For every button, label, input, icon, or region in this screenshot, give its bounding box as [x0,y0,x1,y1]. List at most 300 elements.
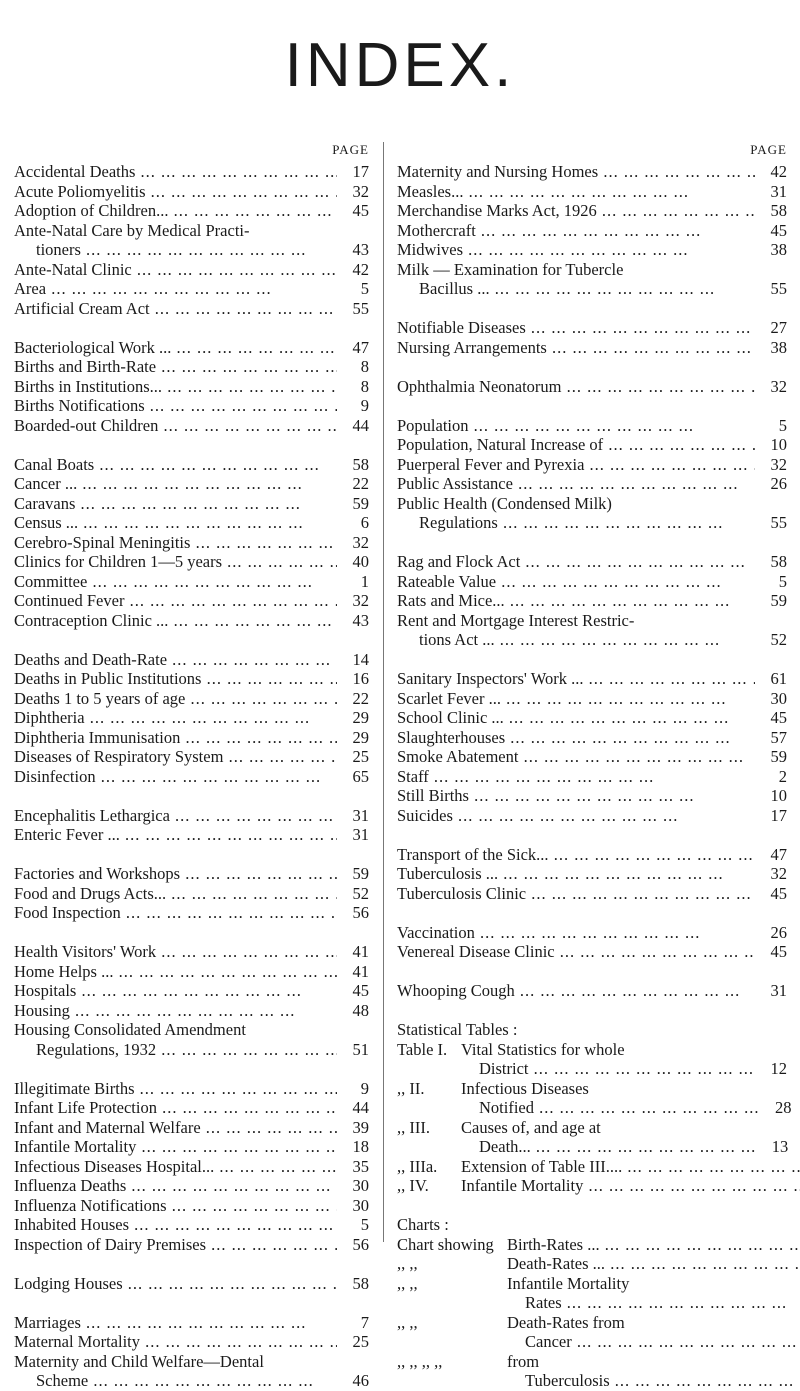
section-gap [397,357,787,377]
index-entry [397,435,787,455]
index-entry-term: Births Notifications ... [14,396,337,416]
table-entry-line [507,1371,800,1391]
index-entry-continuation [397,630,787,650]
index-entry [14,416,369,436]
table-entry [397,1040,787,1079]
table-entry [397,1235,787,1255]
index-entry [14,1001,369,1021]
table-entry-label: ,, ,, [397,1254,418,1273]
index-entry [14,669,369,689]
table-entry-description [461,1118,788,1157]
index-entry-page: 32 [352,591,369,610]
table-entry-description [507,1254,800,1274]
table-entry-description [461,1040,787,1079]
index-entry-term: Slaughterhouses ... [397,728,755,748]
index-entry-term: Housing ... [14,1001,337,1021]
index-entry-page: 58 [770,201,787,220]
index-entry-page: 35 [352,1156,369,1176]
index-entry-term: Infectious Diseases Hospital... ... [14,1157,337,1177]
table-entry-line [461,1098,792,1118]
table-entry-description [507,1313,800,1352]
index-entry-page: 31 [770,181,787,201]
index-entry-page: 30 [352,1176,369,1195]
index-entry [14,279,369,299]
index-entry-term: Boarded-out Children ... [14,416,337,436]
index-entry-continuation [397,513,787,533]
index-entry-term: Maternal Mortality ... [14,1332,337,1352]
index-entry-page: 44 [352,415,369,435]
index-entry [14,221,369,241]
index-entry [14,1137,369,1157]
index-entry-page: 32 [770,864,787,883]
index-entry-continuation [397,279,787,299]
table-entry-line [507,1235,800,1255]
table-entry [397,1274,787,1313]
table-entry-line [507,1332,800,1352]
index-entry-term: Births and Birth-Rate ... [14,357,337,377]
index-entry-page: 10 [770,786,787,805]
index-entry [14,650,369,670]
index-entry-page: 22 [352,688,369,708]
index-entry-term: Smoke Abatement ... [397,747,755,767]
index-entry [397,552,787,572]
index-entry-page: 48 [352,1000,369,1020]
index-entry [397,572,787,592]
index-entry-term: Encephalitis Lethargica ... [14,806,337,826]
table-entry-text: Extension of Table III.... ... [461,1157,800,1177]
index-entry [397,845,787,865]
index-entry-page: 45 [770,220,787,240]
table-entry-text: Notified ... [461,1098,760,1118]
index-entry-page: 7 [360,1312,369,1332]
table-entry-line [507,1274,800,1294]
table-entry-text: Death-Rates from [507,1312,625,1332]
index-entry [397,806,787,826]
table-entry-line [507,1254,800,1274]
index-entry [397,786,787,806]
index-entry-page: 39 [352,1117,369,1137]
index-entry-term: Scarlet Fever ... ... [397,689,755,709]
index-entry-term: tions Act ... ... [397,630,755,650]
index-entry-page: 30 [352,1195,369,1215]
table-entry-line [461,1079,792,1099]
index-entry-term: Tuberculosis ... ... [397,864,755,884]
index-entry [14,981,369,1001]
index-entry [397,240,787,260]
table-entry-text: Causes of, and age at [461,1117,601,1137]
table-entry-label: Chart showing [397,1234,494,1254]
index-entry [397,474,787,494]
index-entry [397,455,787,475]
table-entry-label: Table I. [397,1039,448,1059]
index-entry-page: 30 [770,688,787,708]
index-entry-term: Tuberculosis Clinic ... [397,884,755,904]
index-entry-page: 17 [352,162,369,181]
index-entry-page: 27 [770,318,787,337]
index-entry-page: 41 [352,961,369,981]
index-entry-page: 31 [352,825,369,844]
index-entry-term: Maternity and Nursing Homes ... [397,162,755,182]
index-entry [14,1157,369,1177]
index-entry [14,474,369,494]
index-entry-term: Rateable Value ... [397,572,755,592]
index-entry-term: Cancer ... ... [14,474,337,494]
index-entry-term: Diseases of Respiratory System ... [14,747,337,767]
index-entry [14,591,369,611]
index-entry-term: Influenza Deaths ... [14,1176,337,1196]
index-entry-term: Whooping Cough ... [397,981,755,1001]
index-entry [14,1176,369,1196]
index-entry [397,747,787,767]
index-entry [397,162,787,182]
index-entry-page: 1 [360,571,369,591]
index-entry [14,728,369,748]
index-entry-page: 58 [770,552,787,571]
index-entry [397,338,787,358]
index-entry-term: Venereal Disease Clinic ... [397,942,755,962]
index-entry [397,767,787,787]
index-entry-page: 31 [352,805,369,825]
index-entry [14,884,369,904]
table-entry-description [507,1274,800,1313]
index-entry-term: Illegitimate Births ... [14,1079,337,1099]
index-entry-page: 56 [352,903,369,922]
table-entry-label: ,, II. [397,1078,425,1098]
index-entry-page: 16 [352,669,369,688]
index-entry-term: Puerperal Fever and Pyrexia ... [397,455,755,475]
index-entry-term: Factories and Workshops ... [14,864,337,884]
table-entry-line [461,1137,788,1157]
table-entry-text: Death-Rates ... ... [507,1254,800,1274]
index-entry-term: tioners ... [14,240,337,260]
index-entry [14,533,369,553]
index-entry-term: Regulations ... [397,513,755,533]
index-entry [397,669,787,689]
index-entry [14,552,369,572]
index-entry-page: 43 [352,240,369,259]
index-entry-term: Cerebro-Spinal Meningitis ... [14,533,337,553]
table-entry-text: Infantile Mortality [507,1273,630,1293]
index-entry-page: 52 [352,883,369,903]
index-entry [397,708,787,728]
index-entry [397,260,787,280]
index-entry [14,1118,369,1138]
index-entry-page: 41 [352,942,369,961]
charts-list [397,1235,787,1391]
index-entry-continuation [14,1371,369,1391]
index-entry-term: Maternity and Child Welfare—Dental [14,1351,264,1371]
table-entry-line [461,1059,787,1079]
table-entry-line [461,1157,800,1177]
index-entry-page: 59 [352,493,369,513]
index-entry-page: 55 [770,279,787,298]
index-entry-page: 51 [352,1039,369,1059]
section-gap [14,845,369,865]
index-entry-term: Diphtheria ... [14,708,337,728]
index-entry-term: Influenza Notifications ... [14,1196,337,1216]
section-gap [14,923,369,943]
section-gap [397,533,787,553]
index-entry [397,611,787,631]
index-entry-term: Inspection of Dairy Premises ... [14,1235,337,1255]
index-entry-page: 18 [352,1137,369,1156]
index-entry-term: Area ... [14,279,337,299]
index-entry-page: 52 [770,630,787,649]
index-entry-page: 17 [770,805,787,825]
table-entry-text: Death... ... [461,1137,756,1157]
index-entry-page: 32 [352,181,369,201]
index-entry [14,1196,369,1216]
index-entry-term: Housing Consolidated Amendment [14,1020,246,1039]
index-entry [397,981,787,1001]
index-entry [14,767,369,787]
table-entry [397,1313,787,1352]
table-entry-description [507,1235,800,1255]
index-entry-term: Census ... ... [14,513,337,533]
index-entry [14,864,369,884]
index-entry-term: Bacteriological Work ... ... [14,338,337,358]
index-entry-page: 32 [770,454,787,474]
index-entry [14,1332,369,1352]
index-entry-page: 31 [770,981,787,1000]
index-entry-page: 58 [352,1273,369,1293]
index-entry-term: Sanitary Inspectors' Work ... ... [397,669,755,689]
index-entry-term: Lodging Houses ... [14,1274,337,1294]
index-entry-page: 5 [778,415,787,435]
table-entry-line [461,1040,787,1060]
index-entry-continuation [14,240,369,260]
table-entry-text: Tuberculosis ... [507,1371,800,1391]
section-gap [397,396,787,416]
table-entry-label: ,, III. [397,1117,430,1137]
index-entry [14,1235,369,1255]
table-entry-page: 12 [770,1059,787,1078]
table-entry-label: ,, ,, ,, ,, [397,1351,443,1371]
index-entry-term: Committee ... [14,572,337,592]
index-entry-term: Merchandise Marks Act, 1926 ... [397,201,755,221]
index-entry [14,299,369,319]
index-entry-term: Milk — Examination for Tubercle [397,259,624,279]
section-gap [397,825,787,845]
index-entry-page: 45 [352,981,369,1000]
index-entry-term: Scheme ... [14,1371,337,1391]
index-entry-page: 8 [360,357,369,376]
index-entry [14,572,369,592]
index-entry [397,864,787,884]
table-entry-page: 13 [771,1137,789,1156]
index-entry [14,260,369,280]
index-entry-page: 55 [770,513,787,532]
index-entry-term: Hospitals ... [14,981,337,1001]
index-entry-term: Artificial Cream Act ... [14,299,337,319]
table-entry-line [507,1352,800,1372]
index-entry-page: 45 [770,708,787,727]
index-entry-term: Enteric Fever ... ... [14,825,337,845]
index-entry-page: 45 [770,883,787,903]
index-entry-page: 59 [352,864,369,883]
index-entry-term: Notifiable Diseases ... [397,318,755,338]
table-entry-label: ,, ,, [397,1312,418,1332]
table-entry-text: Cancer ... [507,1332,797,1352]
index-entry-term: Deaths and Death-Rate ... [14,650,337,670]
index-entry [397,318,787,338]
table-entry-label: ,, ,, [397,1273,418,1293]
index-entry-term: Midwives ... [397,240,755,260]
index-entry-term: Staff ... [397,767,755,787]
index-entry-term: Suicides ... [397,806,755,826]
section-gap [14,318,369,338]
index-entry-term: Adoption of Children... ... [14,201,337,221]
index-entry-term: Population ... [397,416,755,436]
index-entry-term: Infant and Maternal Welfare ... [14,1118,337,1138]
index-entry-term: Marriages ... [14,1313,337,1333]
index-entry-term: Food Inspection ... [14,903,337,923]
section-gap [14,1059,369,1079]
index-entry [14,182,369,202]
index-entry-page: 25 [352,747,369,766]
index-entry-term: Births in Institutions... ... [14,377,337,397]
index-entry [397,923,787,943]
index-entry-page: 40 [352,552,369,571]
section-gap [397,962,787,982]
index-entry [14,962,369,982]
charts-heading: Charts : [397,1215,449,1234]
index-entry-page: 47 [352,337,369,357]
table-entry-line [507,1313,800,1333]
index-entry [14,1215,369,1235]
index-entry-page: 56 [352,1234,369,1254]
index-entry-term: Bacillus ... ... [397,279,755,299]
column-divider [383,142,384,1242]
index-entry-page: 5 [360,1215,369,1234]
index-entry [397,728,787,748]
index-entry-page: 10 [770,435,787,454]
index-entry [14,1020,369,1040]
index-entry [14,611,369,631]
index-entry-term: Public Health (Condensed Milk) [397,493,612,513]
index-entry-term: Ante-Natal Clinic ... [14,260,337,280]
index-entry-term: Infantile Mortality ... [14,1137,337,1157]
index-entry-page: 42 [770,162,787,181]
section-gap [14,435,369,455]
section-gap [397,299,787,319]
index-entry-page: 55 [352,298,369,318]
table-entry-page [787,1293,800,1313]
index-entry-term: Diphtheria Immunisation ... [14,728,337,748]
index-entry [14,513,369,533]
index-entry [397,201,787,221]
index-entry-page: 14 [352,649,369,669]
index-entry [14,162,369,182]
index-entry [14,357,369,377]
index-list-left [14,162,369,1391]
page-column-header: PAGE [750,142,787,157]
index-entry-page: 29 [352,727,369,747]
section-gap [14,630,369,650]
table-entry-description [461,1157,800,1177]
index-entry-term: School Clinic ... ... [397,708,755,728]
index-entry-page: 22 [352,474,369,493]
table-entry-description [507,1352,800,1391]
index-list-right [397,162,787,1001]
index-entry-term: Acute Poliomyelitis ... [14,182,337,202]
table-entry-label: ,, IIIa. [397,1156,438,1176]
index-entry [14,1079,369,1099]
index-entry-page: 5 [360,279,369,298]
section-gap [397,650,787,670]
index-entry-term: Rats and Mice... ... [397,591,755,611]
page-column-header: PAGE [332,142,369,157]
index-entry [14,455,369,475]
table-entry-text: Infectious Diseases [461,1078,589,1098]
index-entry-term: Still Births ... [397,786,755,806]
index-entry-page: 58 [352,454,369,474]
index-entry-page: 65 [352,766,369,786]
table-entry-text: Vital Statistics for whole [461,1039,625,1059]
index-entry-term: Deaths 1 to 5 years of age ... [14,689,337,709]
index-entry-term: Vaccination ... [397,923,755,943]
index-column-right [397,142,792,1391]
index-entry-page: 8 [360,376,369,396]
index-entry-page: 59 [770,747,787,766]
index-entry-term: Mothercraft ... [397,221,755,241]
index-entry-term: Home Helps ... ... [14,962,337,982]
table-entry-label: ,, IV. [397,1176,429,1195]
table-entry [397,1254,787,1274]
section-gap [14,1293,369,1313]
table-entry-line [507,1293,800,1313]
index-entry [14,708,369,728]
index-entry [397,884,787,904]
index-entry-term: Rag and Flock Act ... [397,552,755,572]
index-entry-page: 61 [770,669,787,688]
index-entry-term: Nursing Arrangements ... [397,338,755,358]
table-entry [397,1118,787,1157]
index-entry-page: 26 [770,922,787,942]
index-entry-page: 44 [352,1098,369,1117]
index-entry-page: 26 [770,474,787,493]
index-entry-page: 38 [770,240,787,259]
index-entry-term: Disinfection ... [14,767,337,787]
index-entry-page: 32 [352,532,369,552]
index-entry-page: 47 [770,844,787,864]
index-entry [397,689,787,709]
index-entry-page: 9 [360,396,369,415]
index-entry [397,494,787,514]
index-entry [14,806,369,826]
index-entry [14,396,369,416]
page-title: INDEX. [284,31,516,100]
table-entry-text: Rates ... [507,1293,787,1313]
index-entry-term: Clinics for Children 1—5 years ... [14,552,337,572]
index-entry [14,1352,369,1372]
index-entry-term: Food and Drugs Acts... ... [14,884,337,904]
index-entry-term: Ophthalmia Neonatorum ... [397,377,755,397]
index-entry-page: 38 [770,337,787,357]
index-entry [14,338,369,358]
index-entry-page: 59 [770,591,787,610]
statistical-tables-list [397,1039,792,1196]
index-entry-page: 57 [770,727,787,747]
index-entry [14,1274,369,1294]
index-entry-term: Ante-Natal Care by Medical Practi- [14,220,250,240]
index-entry [397,591,787,611]
table-entry-text: District ... [461,1059,755,1079]
table-entry-description [461,1079,792,1118]
index-entry-term: Deaths in Public Institutions ... [14,669,337,689]
table-entry [397,1157,787,1177]
index-entry-term: Contraception Clinic ... ... [14,611,337,631]
